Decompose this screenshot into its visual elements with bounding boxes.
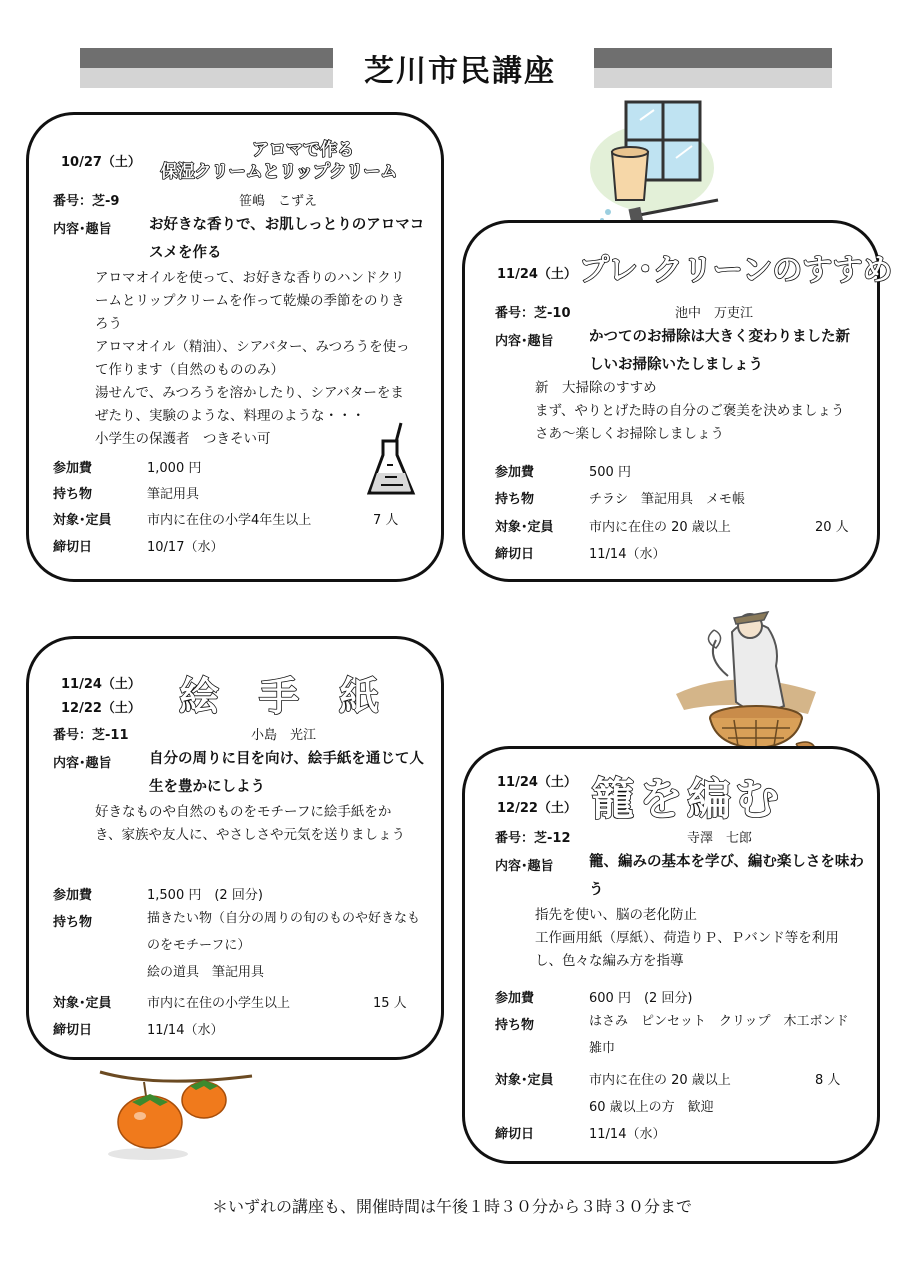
- course-description: [95, 801, 413, 847]
- number-label: 番号：芝-9: [53, 194, 120, 209]
- course-target-note: 60 歳以上の方 歓迎: [589, 1100, 714, 1115]
- number-label: 番号：芝-11: [53, 728, 129, 743]
- purpose-label: 内容･趣旨: [495, 859, 554, 874]
- course-date: 10/27（土）: [61, 155, 141, 170]
- description-line: 指先を使い、脳の老化防止: [535, 907, 697, 923]
- course-title: 絵 手 紙: [179, 674, 379, 720]
- description-line: 湯せんで、みつろうを溶かしたり、シアバターをまぜたり、実験のような、料理のような・・・: [95, 385, 404, 424]
- course-card-3: [26, 636, 444, 1060]
- target-label: 対象･定員: [53, 996, 112, 1011]
- course-fee: 1,000 円: [147, 461, 202, 476]
- fee-label: 参加費: [495, 991, 535, 1006]
- header-bar-right: [594, 48, 832, 88]
- basket-weaver-icon: [676, 606, 826, 756]
- course-target: 市内に在住の小学4年生以上: [147, 513, 312, 528]
- page-title: 芝川市民講座: [364, 54, 556, 89]
- items-line: 絵の道具 筆記用具: [147, 965, 265, 980]
- description-line: アロマオイル（精油）、シアバター、みつろうを使って作ります（自然のもののみ）: [95, 339, 410, 378]
- course-instructor: 笹嶋 こずえ: [239, 194, 318, 209]
- description-line: まず、やりとげた時の自分のご褒美を決めましょう: [535, 403, 845, 419]
- course-target: 市内に在住の小学生以上: [147, 996, 291, 1011]
- course-date: 11/24（土）: [497, 267, 577, 282]
- course-capacity: 8 人: [815, 1073, 841, 1088]
- course-target: 市内に在住の 20 歳以上: [589, 1073, 731, 1088]
- course-fee: 600 円 (2 回分): [589, 991, 693, 1006]
- course-number: ：芝-10: [521, 306, 571, 321]
- items-line: 描きたい物（自分の周りの旬のものや好きなものをモチーフに）: [147, 911, 421, 953]
- course-deadline: 11/14（水）: [147, 1023, 224, 1038]
- course-date: 12/22（土）: [497, 801, 577, 816]
- course-purpose: 籠、編みの基本を学び、編む楽しさを味わう: [589, 854, 864, 898]
- description-line: 新 大掃除のすすめ: [535, 380, 657, 396]
- items-label: 持ち物: [495, 1018, 535, 1033]
- fee-label: 参加費: [53, 888, 93, 903]
- course-target: 市内に在住の 20 歳以上: [589, 520, 731, 535]
- course-instructor: 寺澤 七郎: [687, 831, 753, 846]
- description-line: アロマオイルを使って、お好きな香りのハンドクリームとリップクリームを作って乾燥の季節をのりきろう: [95, 270, 405, 332]
- course-title-line1: アロマで作る: [252, 140, 354, 160]
- flask-icon: [367, 421, 417, 499]
- target-label: 対象･定員: [495, 1073, 554, 1088]
- course-title-line2: 保湿クリームとリップクリーム: [160, 162, 398, 182]
- course-items: 筆記用具: [147, 487, 200, 502]
- header-bar-left: [80, 48, 333, 88]
- course-deadline: 11/14（水）: [589, 547, 666, 562]
- course-date: 11/24（土）: [61, 677, 141, 692]
- course-card-2: [462, 220, 893, 582]
- course-card-4: [462, 746, 880, 1164]
- course-items: はさみ ピンセット クリップ 木工ボンド 雑巾: [589, 1014, 862, 1056]
- items-label: 持ち物: [495, 492, 535, 507]
- number-label: 番号：芝-12: [495, 831, 571, 846]
- course-capacity: 7 人: [373, 513, 399, 528]
- course-description: [535, 377, 865, 446]
- persimmon-icon: [96, 1066, 256, 1160]
- deadline-label: 締切日: [495, 547, 535, 562]
- course-date: 12/22（土）: [61, 701, 141, 716]
- course-instructor: 池中 万吏江: [675, 306, 754, 321]
- course-purpose: 自分の周りに目を向け、絵手紙を通じて人生を豊かにしよう: [149, 751, 424, 795]
- course-fee: 500 円: [589, 465, 631, 480]
- deadline-label: 締切日: [53, 1023, 93, 1038]
- course-deadline: 10/17（水）: [147, 540, 224, 555]
- course-items: チラシ 筆記用具 メモ帳: [589, 492, 746, 507]
- course-capacity: 15 人: [373, 996, 407, 1011]
- fee-label: 参加費: [495, 465, 535, 480]
- description-line: 小学生の保護者 つきそい可: [95, 431, 271, 447]
- course-number: ：芝-11: [79, 728, 129, 743]
- course-description: [535, 904, 849, 973]
- purpose-label: 内容･趣旨: [53, 222, 112, 237]
- items-label: 持ち物: [53, 915, 93, 930]
- items-label: 持ち物: [53, 487, 93, 502]
- course-title: プレ･クリーンのすすめ: [579, 253, 893, 288]
- course-capacity: 20 人: [815, 520, 849, 535]
- cleaning-window-icon: [590, 96, 720, 230]
- description-line: 好きなものや自然のものをモチーフに絵手紙をかき、家族や友人に、やさしさや元気を送りましょう: [95, 804, 405, 843]
- deadline-label: 締切日: [495, 1127, 535, 1142]
- course-number: ：芝-9: [79, 194, 120, 209]
- course-deadline: 11/14（水）: [589, 1127, 666, 1142]
- course-date: 11/24（土）: [497, 775, 577, 790]
- description-line: 工作画用紙（厚紙）、荷造りＰ、Ｐバンド等を利用し、色々な編み方を指導: [535, 930, 839, 969]
- deadline-label: 締切日: [53, 540, 93, 555]
- purpose-label: 内容･趣旨: [495, 334, 554, 349]
- course-items: [147, 905, 427, 986]
- footer-note: ＊いずれの講座も、開催時間は午後１時３０分から３時３０分まで: [211, 1197, 692, 1216]
- course-card-1: [26, 112, 444, 582]
- purpose-label: 内容･趣旨: [53, 756, 112, 771]
- target-label: 対象･定員: [495, 520, 554, 535]
- course-title: 籠を編む: [591, 774, 783, 825]
- course-purpose: かつてのお掃除は大きく変わりました新しいお掃除いたしましょう: [589, 329, 850, 373]
- target-label: 対象･定員: [53, 513, 112, 528]
- course-purpose: お好きな香りで、お肌しっとりのアロマコスメを作る: [149, 217, 425, 261]
- course-number: ：芝-12: [521, 831, 571, 846]
- fee-label: 参加費: [53, 461, 93, 476]
- course-instructor: 小島 光江: [251, 728, 317, 743]
- course-fee: 1,500 円 (2 回分): [147, 888, 263, 903]
- description-line: さあ～楽しくお掃除しましょう: [535, 426, 724, 442]
- number-label: 番号：芝-10: [495, 306, 571, 321]
